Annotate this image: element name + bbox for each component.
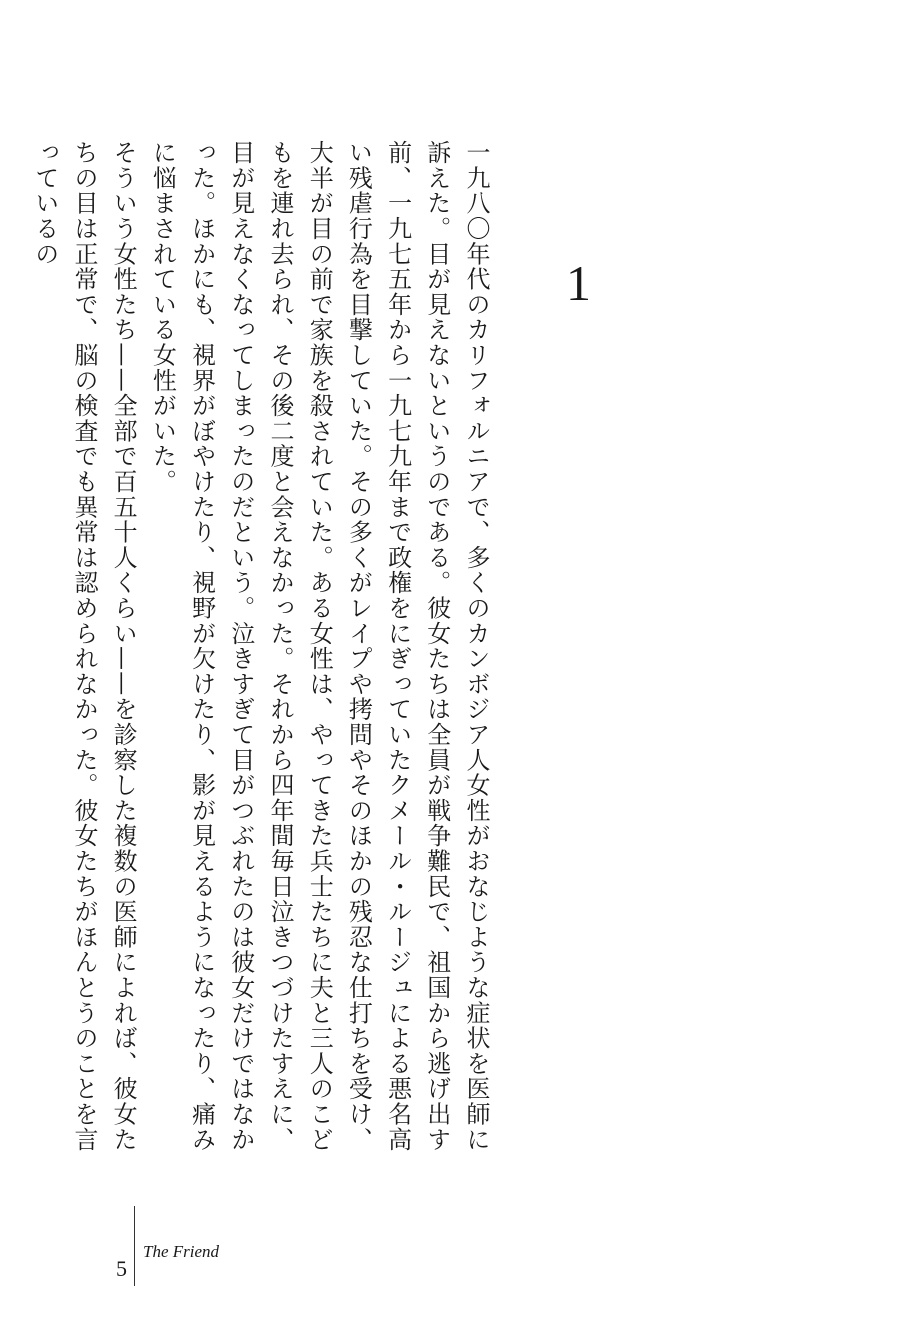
body-text [25,140,495,1160]
chapter-number: 1 [566,255,591,311]
paragraph-2: そういう女性たち——全部で百五十人くらい——を診察した複数の医師によれば、彼女たちの目は正常で、脳の検査でも異常は認められなかった。彼女たちがほんとうのことを言っているの [30,140,138,1152]
footer-rule [134,1206,135,1286]
paragraph-1: 一九八〇年代のカリフォルニアで、多くのカンボジア人女性がおなじような症状を医師に訴えた。目が見えないというのである。彼女たちは全員が戦争難民で、祖国から逃げ出す前、一九七五年から一九七九年まで政権をにぎっていたクメール・ルージュによる悪名高い残虐行為を目撃していた。その多くがレイプや拷問やそのほかの残忍な仕打ちを受け、大半が目の前で家族を殺されていた。ある女性は、やってきた兵士たちに夫と三人のこどもを連れ去られ、その後二度と会えなかった。それから四年間毎日泣きつづけたすえに、目が見えなくなってしまったのだという。泣きすぎて目がつぶれたのは彼女だけではなかった。ほかにも、視界がぼやけたり、視野が欠けたり、影が見えるようになったり、痛みに悩まされている女性がいた。 [148,140,490,1152]
running-title: The Friend [143,1242,220,1261]
page-number: 5 [116,1256,127,1281]
